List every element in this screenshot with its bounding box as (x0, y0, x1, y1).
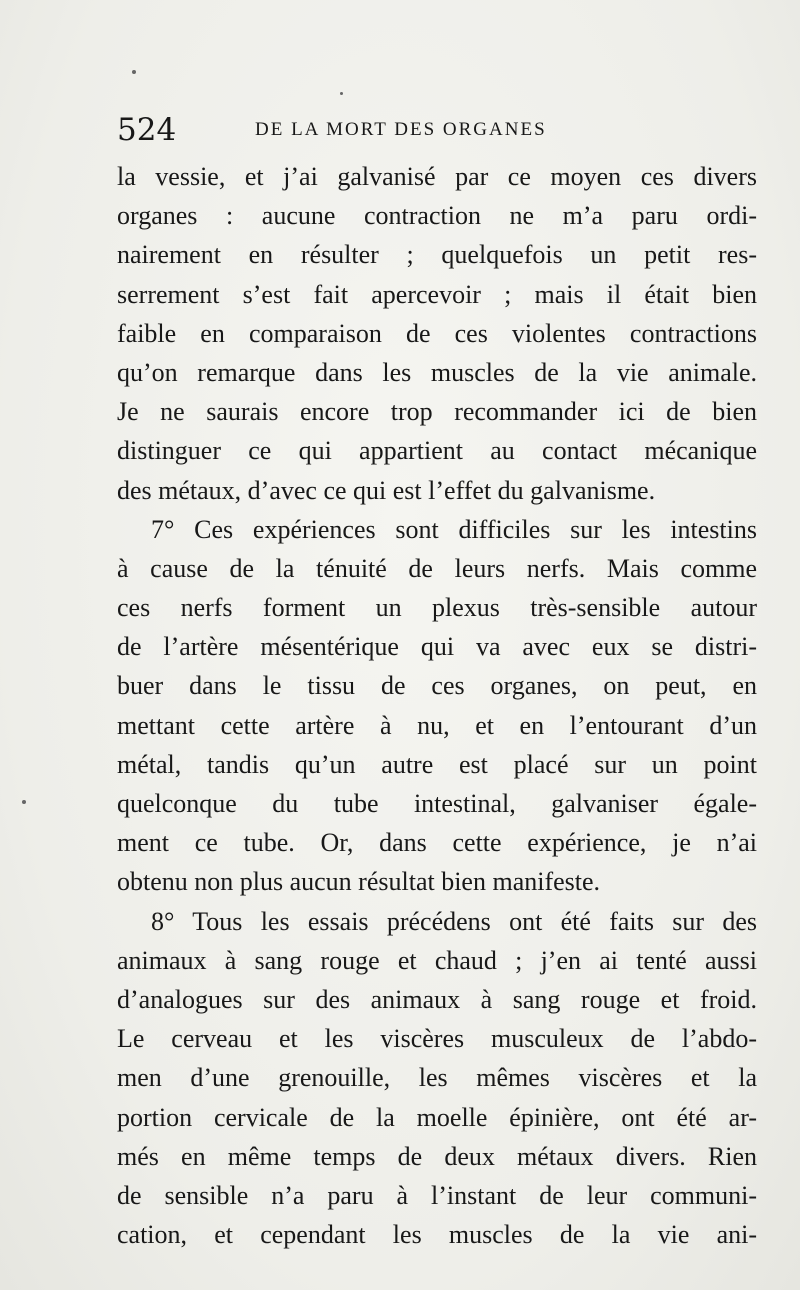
text-line: des métaux, d’avec ce qui est l’effet du galvanisme. (117, 475, 656, 505)
text-line: obtenu non plus aucun résultat bien manifeste. (117, 867, 601, 897)
text-line: la vessie, et j’ai galvanisé par ce moyen ces divers (117, 162, 757, 191)
text-line: de l’artère mésentérique qui va avec eux se distri- (117, 632, 757, 662)
ink-speck (132, 70, 136, 74)
text-line: de sensible n’a paru à l’instant de leur communi- (117, 1180, 757, 1210)
body-text (117, 157, 757, 1254)
text-line: buer dans le tissu de ces organes, on peut, en (117, 671, 757, 701)
text-line: métal, tandis qu’un autre est placé sur un point (117, 749, 757, 779)
text-line: 7° Ces expériences sont difficiles sur les intestins (151, 514, 757, 544)
running-head: DE LA MORT DES ORGANES (255, 119, 547, 140)
text-line: mettant cette artère à nu, et en l’entourant d’un (117, 710, 757, 740)
text-line: animaux à sang rouge et chaud ; j’en ai tenté aussi (117, 945, 757, 975)
text-line: men d’une grenouille, les mêmes viscères et la (117, 1063, 757, 1093)
text-line: qu’on remarque dans les muscles de la vie animale. (117, 357, 757, 387)
text-line: serrement s’est fait apercevoir ; mais il était bien (117, 279, 757, 309)
text-line: Le cerveau et les viscères musculeux de l’abdo- (117, 1024, 757, 1054)
text-line: 8° Tous les essais précédens ont été faits sur des (151, 906, 757, 936)
text-line: portion cervicale de la moelle épinière, ont été ar- (117, 1102, 757, 1132)
ink-speck (22, 800, 26, 804)
text-line: quelconque du tube intestinal, galvaniser égale- (117, 789, 757, 818)
text-line: à cause de la ténuité de leurs nerfs. Mais comme (117, 553, 757, 583)
text-line: faible en comparaison de ces violentes contractions (117, 318, 757, 348)
text-line: distinguer ce qui appartient au contact mécanique (117, 436, 757, 466)
text-line: nairement en résulter ; quelquefois un petit res- (117, 240, 757, 270)
text-line: cation, et cependant les muscles de la vie ani- (117, 1220, 757, 1250)
page-header (117, 110, 767, 150)
text-line: ces nerfs forment un plexus très-sensible autour (117, 593, 757, 623)
text-line: ment ce tube. Or, dans cette expérience, je n’ai (117, 828, 757, 858)
text-line: organes : aucune contraction ne m’a paru ordi- (117, 201, 757, 231)
page-number: 524 (117, 112, 177, 148)
text-line: d’analogues sur des animaux à sang rouge et froid. (117, 984, 757, 1014)
text-line: Je ne saurais encore trop recommander ici de bien (117, 397, 757, 427)
ink-speck (340, 92, 343, 95)
text-line: més en même temps de deux métaux divers. Rien (117, 1141, 757, 1171)
